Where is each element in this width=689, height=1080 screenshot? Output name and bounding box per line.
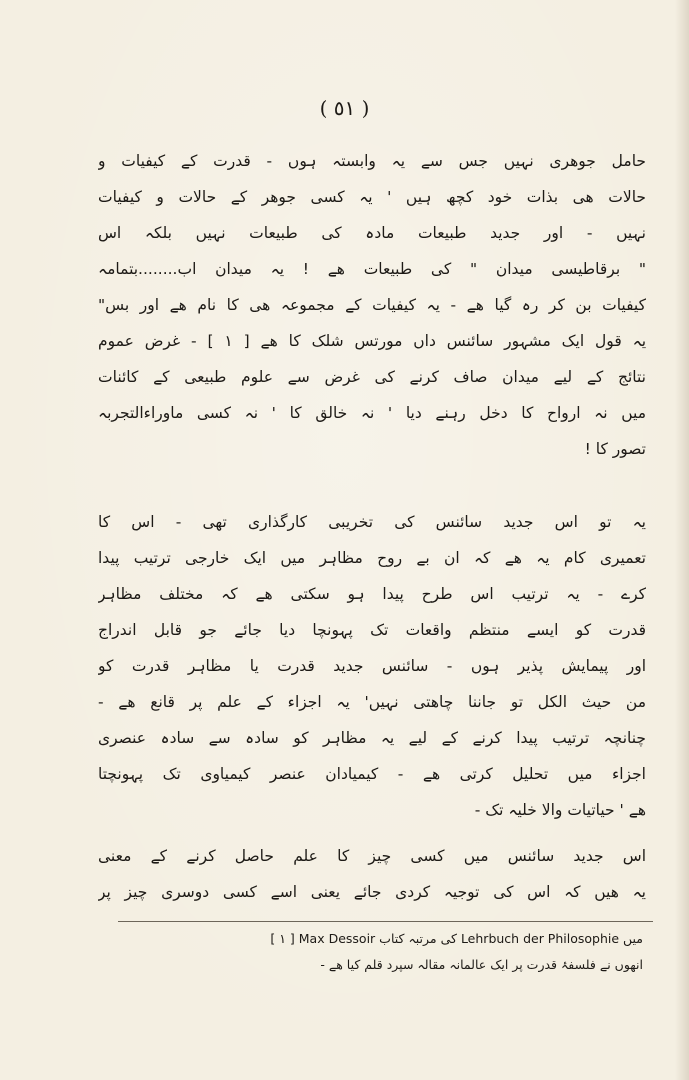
page-binding-shadow — [675, 0, 689, 1080]
text-line: اس جدید سائنس میں کسی چیز کا علم حاصل کرنے کے معنی — [98, 847, 646, 865]
text-line: قدرت کو ایسے منتظم واقعات تک پہونچا دیا جائے جو قابل اندراج — [98, 621, 646, 639]
footnote-divider — [118, 921, 653, 922]
text-line: نتائج کے لیے میدان صاف کرنے کی غرض سے علوم طبیعی کے کائنات — [98, 368, 646, 386]
page-number: ( ٥١ ) — [319, 96, 370, 120]
text-line: کیفیات بن کر رہ گیا ھے - یہ کیفیات کے مجموعہ ھی کا نام ھے اور بس" — [98, 296, 646, 314]
footnotes — [118, 926, 643, 978]
text-line: چنانچہ ترتیب پیدا کرنے کے لیے یہ مظاہر کو سادہ سے سادہ عنصری — [98, 729, 646, 747]
footnote-line: [ ١ ] Max Dessoir کی مرتبہ کتاب Lehrbuch der Philosophie میں — [270, 931, 643, 946]
text-line: " برقاطیسی میدان " کی طبیعات ھے ! یہ میدان اب........بتمامہ — [98, 260, 646, 278]
text-line: حامل جوھری نہیں جس سے یہ وابستہ ہوں - قدرت کے کیفیات و — [98, 152, 646, 170]
text-line: حالات ھی بذات خود کچھ ہیں ' یہ کسی جوھر کے حالات و کیفیات — [98, 188, 646, 206]
text-line: تعمیری کام یہ ھے کہ ان بے روح مظاہر میں ایک خارجی ترتیب پیدا — [98, 549, 646, 567]
text-line: یہ تو اس جدید سائنس کی تخریبی کارگذاری تھی - اس کا — [98, 513, 646, 531]
text-line: تصور کا ! — [584, 440, 646, 458]
text-line: نہیں - اور جدید طبیعات مادہ کی طبیعات نہیں بلکہ اس — [98, 224, 646, 242]
text-line: میں نہ ارواح کا دخل رہنے دیا ' نہ خالق کا ' نہ کسی ماوراءالتجربہ — [98, 404, 646, 422]
text-line: کرے - یہ ترتیب اس طرح پیدا ہو سکتی ھے کہ مختلف مظاہر — [98, 585, 646, 603]
paragraph-2 — [98, 504, 646, 828]
footnote-line: انھوں نے فلسفۂ قدرت پر ایک عالمانہ مقالہ سپرد قلم کیا ھے - — [320, 957, 643, 972]
text-line: اجزاء میں تحلیل کرتی ھے - کیمیادان عنصر کیمیاوی تک پہونچتا — [98, 765, 646, 783]
text-line: یہ قول ایک مشہور سائنس داں مورتس شلک کا ھے [ ١ ] - غرض عموم — [98, 332, 646, 350]
paragraph-3 — [98, 838, 646, 910]
text-line: من حیث الکل تو جاننا چاھتی نہیں' یہ اجزاء کے علم پر قانع ھے - — [98, 693, 646, 711]
text-line: ھے ' حیاتیات والا خلیہ تک - — [474, 801, 646, 819]
text-line: اور پیمایش پذیر ہوں - سائنس جدید قدرت یا مظاہر قدرت کو — [98, 657, 646, 675]
text-line: یہ ھیں کہ اس کی توجیہ کردی جائے یعنی اسے کسی دوسری چیز پر — [98, 883, 646, 901]
paragraph-1 — [98, 143, 646, 467]
